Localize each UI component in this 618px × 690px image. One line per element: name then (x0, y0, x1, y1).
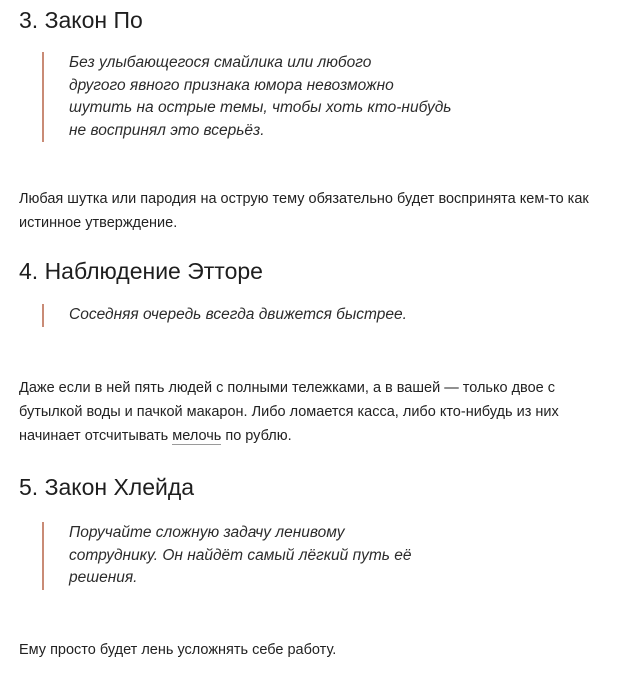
paragraph-line: Ему просто будет лень усложнять себе работу. (19, 642, 337, 658)
quote-line: Без улыбающегося смайлика или любого (69, 54, 372, 71)
quote-line: шутить на острые темы, чтобы хоть кто-нибудь (69, 99, 452, 116)
heading-zakon-po: 3. Закон По (19, 7, 143, 33)
paragraph-line: истинное утверждение. (19, 215, 178, 231)
paragraph-nablyudenie-ettore (19, 376, 614, 448)
paragraph-line: по рублю. (221, 428, 292, 444)
paragraph-zakon-hleyda (19, 638, 614, 662)
quote-line: решения. (69, 569, 138, 586)
paragraph-zakon-po (19, 187, 614, 235)
blockquote-zakon-hleyda (42, 522, 489, 590)
paragraph-line: бутылкой воды и пачкой макарон. Либо ломается касса, либо кто-нибудь из них (19, 404, 559, 420)
blockquote-zakon-po (42, 52, 489, 142)
link-melochy[interactable]: мелочь (172, 428, 222, 444)
quote-line: Соседняя очередь всегда движется быстрее. (69, 306, 407, 323)
quote-line: не воспринял это всерьёз. (69, 121, 265, 139)
heading-nablyudenie-ettore: 4. Наблюдение Этторе (19, 258, 263, 284)
heading-zakon-hleyda: 5. Закон Хлейда (19, 474, 195, 500)
quote-line: Поручайте сложную задачу ленивому (69, 524, 345, 541)
blockquote-nablyudenie-ettore (42, 304, 489, 327)
paragraph-line: начинает отсчитывать (19, 428, 173, 444)
quote-line: другого явного признака юмора невозможно (69, 76, 394, 94)
quote-line: сотруднику. Он найдёт самый лёгкий путь её (69, 546, 412, 564)
paragraph-line: Любая шутка или пародия на острую тему обязательно будет воспринята кем-то как (19, 191, 589, 207)
paragraph-line: Даже если в ней пять людей с полными тележками, а в вашей — только двое с (19, 380, 555, 396)
